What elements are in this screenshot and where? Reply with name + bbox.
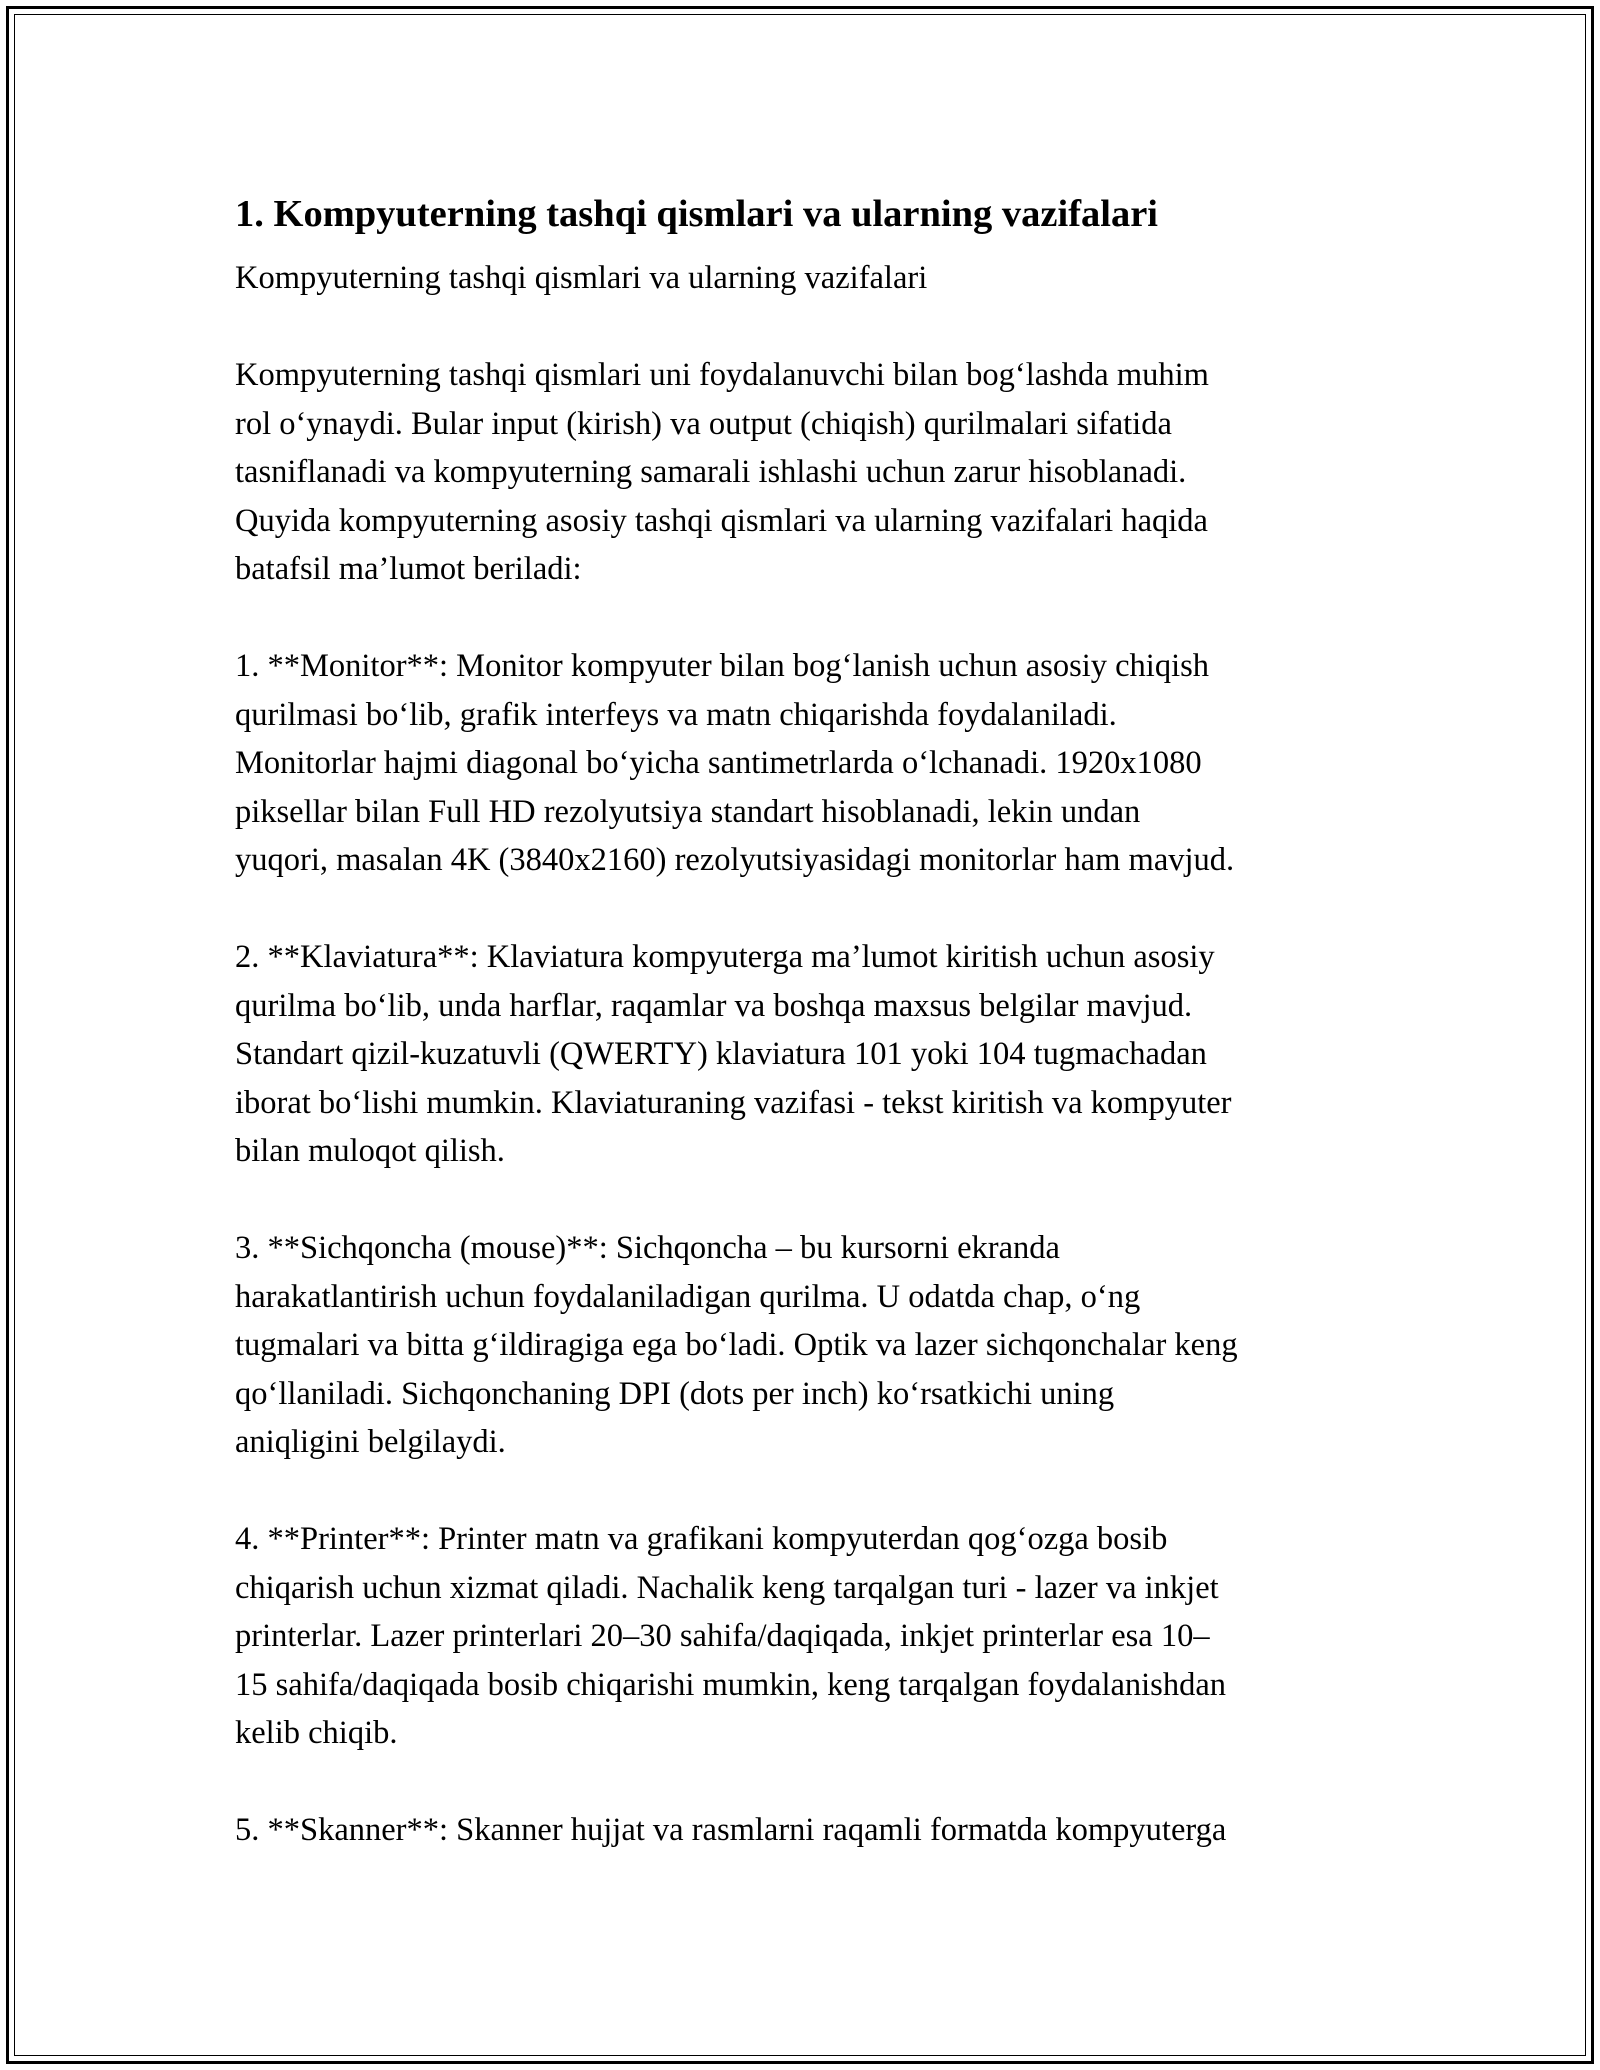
list-item-printer: 4. **Printer**: Printer matn va grafikani kompyuterdan qog‘ozga bosib chiqarish uchun xizmat qiladi. Nachalik keng tarqalgan turi - lazer va inkjet printerlar. Lazer printerlari 20–30 sahifa/daqiqada, inkjet printerlar esa 10– 15 sahifa/daqiqada bosib chiqarishi mumkin, keng tarqalgan foydalanishdan kelib chiqib. bbox=[235, 1521, 1226, 1751]
document-heading: 1. Kompyuterning tashqi qismlari va ularning vazifalari bbox=[235, 193, 1159, 235]
list-item-monitor: 1. **Monitor**: Monitor kompyuter bilan bog‘lanish uchun asosiy chiqish qurilmasi bo‘lib, grafik interfeys va matn chiqarishda foydalaniladi. Monitorlar hajmi diagonal bo‘yicha santimetrlarda o‘lchanadi. 1920x1080 piksellar bilan Full HD rezolyutsiya standart hisoblanadi, lekin undan yuqori, masalan 4K (3840x2160) rezolyutsiyasidagi monitorlar ham mavjud. bbox=[235, 648, 1235, 878]
list-item-scanner: 5. **Skanner**: Skanner hujjat va rasmlarni raqamli formatda kompyuterga bbox=[235, 1812, 1227, 1848]
list-item-mouse: 3. **Sichqoncha (mouse)**: Sichqoncha – bu kursorni ekranda harakatlantirish uchun foydalaniladigan qurilma. U odatda chap, o‘ng tugmalari va bitta g‘ildiragiga ega bo‘ladi. Optik va lazer sichqonchalar keng qo‘llaniladi. Sichqonchaning DPI (dots per inch) ko‘rsatkichi uning aniqligini belgilaydi. bbox=[235, 1230, 1238, 1460]
document-subtitle: Kompyuterning tashqi qismlari va ularning vazifalari bbox=[235, 260, 928, 296]
intro-paragraph: Kompyuterning tashqi qismlari uni foydalanuvchi bilan bog‘lashda muhim rol o‘ynaydi. Bular input (kirish) va output (chiqish) qurilmalari sifatida tasniflanadi va kompyuterning samarali ishlashi uchun zarur hisoblanadi. Quyida kompyuterning asosiy tashqi qismlari va ularning vazifalari haqida batafsil ma’lumot beriladi: bbox=[235, 357, 1209, 587]
list-item-keyboard: 2. **Klaviatura**: Klaviatura kompyuterga ma’lumot kiritish uchun asosiy qurilma bo‘lib, unda harflar, raqamlar va boshqa maxsus belgilar mavjud. Standart qizil-kuzatuvli (QWERTY) klaviatura 101 yoki 104 tugmachadan iborat bo‘lishi mumkin. Klaviaturaning vazifasi - tekst kiritish va kompyuter bilan muloqot qilish. bbox=[235, 939, 1232, 1169]
document-body bbox=[235, 182, 1385, 1855]
